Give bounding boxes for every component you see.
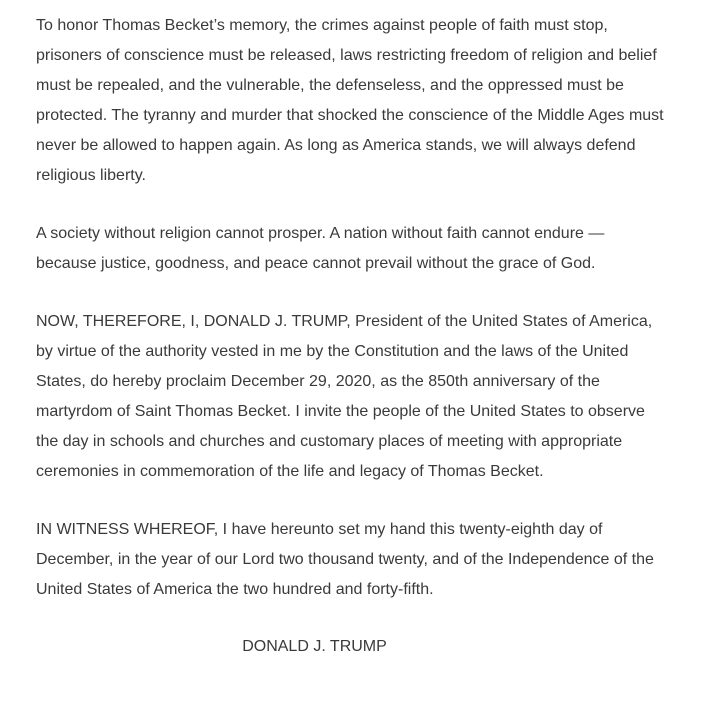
proclamation-body [36, 11, 666, 662]
paragraph-witness: IN WITNESS WHEREOF, I have hereunto set my hand this twenty-eighth day of December, in the year of our Lord two thousand twenty, and of the Independence of the United States of America the two hundred and forty-fifth. [36, 521, 654, 598]
paragraph-proclamation: NOW, THEREFORE, I, DONALD J. TRUMP, President of the United States of America, by virtue of the authority vested in me by the Constitution and the laws of the United States, do hereby proclaim December 29, 2020, as the 850th anniversary of the martyrdom of Saint Thomas Becket. I invite the people of the United States to observe the day in schools and churches and customary places of meeting with appropriate ceremonies in commemoration of the life and legacy of Thomas Becket. [36, 313, 653, 480]
paragraph-society-religion: A society without religion cannot prosper. A nation without faith cannot endure — because justice, goodness, and peace cannot prevail without the grace of God. [36, 225, 605, 272]
signature: DONALD J. TRUMP [242, 638, 387, 655]
paragraph-becket-memory: To honor Thomas Becket’s memory, the crimes against people of faith must stop, prisoners of conscience must be released, laws restricting freedom of religion and belief must be repealed, and the vulnerable, the defenseless, and the oppressed must be protected. The tyranny and murder that shocked the conscience of the Middle Ages must never be allowed to happen again. As long as America stands, we will always defend religious liberty. [36, 17, 664, 184]
